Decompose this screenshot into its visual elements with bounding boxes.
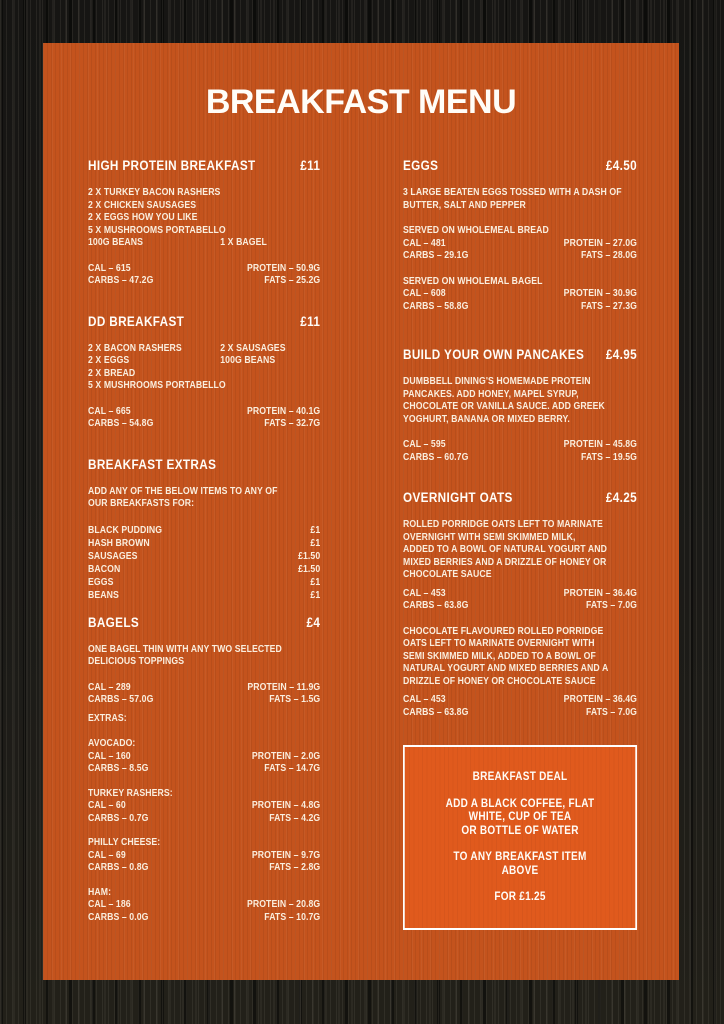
price-list-row [88, 550, 320, 563]
fats-value: FATS – 2.8G [269, 862, 321, 873]
item-text: 1 X BAGEL [220, 237, 267, 248]
menu-item-row [88, 343, 320, 356]
description-line: SEMI SKIMMED MILK, ADDED TO A BOWL OF [403, 650, 596, 662]
fats-value: FATS – 27.3G [581, 300, 638, 312]
breakfast-extras-price-list [88, 524, 320, 602]
breakfast-extras-intro [88, 486, 320, 511]
left-column [88, 158, 320, 936]
nutrition-row [403, 452, 637, 465]
fats-value: FATS – 4.2G [269, 812, 321, 824]
cal-value: CAL – 160 [88, 750, 131, 762]
price-list-row [88, 589, 320, 602]
item-text: 5 X MUSHROOMS PORTABELLO [88, 380, 226, 391]
right-column [403, 158, 637, 930]
intro-line: OUR BREAKFASTS FOR: [88, 498, 195, 509]
description-line: PANCAKES. ADD HONEY, MAPEL SYRUP, [403, 388, 579, 400]
nutrition-row [88, 862, 320, 875]
nutrition-row [403, 250, 637, 263]
nutrition-row [88, 763, 320, 776]
dd-breakfast-items [88, 343, 320, 393]
nutrition-row [88, 682, 320, 695]
protein-value: PROTEIN – 36.4G [563, 587, 638, 599]
nutrition-row [88, 275, 320, 288]
nutrition-row [403, 707, 637, 720]
bagels-extras-label: EXTRAS: [88, 712, 127, 724]
item-text [220, 225, 320, 238]
cal-value: CAL – 60 [88, 800, 126, 811]
carbs-value: CARBS – 0.8G [88, 862, 149, 873]
menu-item-row [88, 200, 320, 213]
carbs-value: CARBS – 29.1G [403, 250, 469, 261]
section-price: £4.95 [605, 347, 638, 362]
section-title: DD BREAKFAST [88, 313, 185, 329]
description-line: ADDED TO A BOWL OF NATURAL YOGURT AND [403, 544, 607, 555]
item-text: 100G BEANS [220, 355, 276, 366]
bagel-extra-avocado [88, 738, 320, 776]
carbs-value: CARBS – 63.8G [403, 600, 469, 611]
extra-name: BACON [88, 563, 121, 575]
protein-value: PROTEIN – 11.9G [247, 681, 321, 693]
nutrition-row [403, 600, 637, 613]
item-text [220, 380, 320, 393]
carbs-value: CARBS – 58.8G [403, 300, 469, 312]
deal-line: TO ANY BREAKFAST ITEM [453, 851, 587, 863]
deal-offer [412, 798, 629, 839]
description-line: ROLLED PORRIDGE OATS LEFT TO MARINATE [403, 519, 603, 530]
item-text: 2 X EGGS [88, 355, 130, 366]
nutrition-row [403, 238, 637, 251]
deal-line: ABOVE [501, 864, 539, 877]
protein-value: PROTEIN – 9.7G [251, 849, 321, 861]
oats-description [403, 519, 637, 582]
oats-nutrition [403, 588, 637, 613]
bagels-nutrition [88, 682, 320, 707]
section-title: OVERNIGHT OATS [403, 490, 513, 505]
protein-value: PROTEIN – 30.9G [563, 288, 638, 299]
extra-name: AVOCADO: [88, 738, 136, 749]
item-text: 100G BEANS [88, 237, 144, 248]
description-line: YOGHURT, BANANA OR MIXED BERRY. [403, 413, 570, 425]
menu-item-row [88, 225, 320, 238]
description-line: CHOCOLATE FLAVOURED ROLLED PORRIDGE [403, 625, 604, 637]
extra-price: £1 [310, 589, 321, 601]
deal-title: BREAKFAST DEAL [472, 771, 568, 783]
carbs-value: CARBS – 57.0G [88, 694, 154, 705]
nutrition-row [403, 588, 637, 601]
section-header-pancakes [403, 347, 637, 363]
description-line: OVERNIGHT WITH SEMI SKIMMED MILK, [403, 531, 576, 543]
menu-item-row [88, 380, 320, 393]
item-text: 2 X EGGS HOW YOU LIKE [88, 212, 198, 223]
cal-value: CAL – 289 [88, 681, 131, 693]
item-text: 2 X CHICKEN SAUSAGES [88, 199, 197, 211]
item-text: 2 X BACON RASHERS [88, 342, 182, 354]
carbs-value: CARBS – 47.2G [88, 275, 154, 286]
high-protein-nutrition [88, 263, 320, 288]
cal-value: CAL – 481 [403, 237, 446, 249]
fats-value: FATS – 19.5G [581, 451, 638, 463]
section-title: BUILD YOUR OWN PANCAKES [403, 347, 585, 362]
high-protein-items [88, 187, 320, 250]
price-list-row [88, 563, 320, 576]
extra-price: £1.50 [298, 550, 321, 562]
item-text: 2 X SAUSAGES [220, 342, 286, 354]
extra-name: BEANS [88, 589, 119, 601]
cal-value: CAL – 608 [403, 288, 446, 299]
nutrition-row [88, 800, 320, 813]
carbs-value: CARBS – 60.7G [403, 451, 469, 463]
carbs-value: CARBS – 0.7G [88, 812, 149, 824]
section-price: £4.50 [605, 158, 638, 173]
menu-item-row [88, 355, 320, 368]
pancakes-description [403, 376, 637, 426]
deal-line: OR BOTTLE OF WATER [461, 824, 579, 837]
fats-value: FATS – 10.7G [264, 911, 321, 923]
extra-name: PHILLY CHEESE: [88, 837, 161, 848]
item-text: 5 X MUSHROOMS PORTABELLO [88, 224, 226, 236]
extra-price: £1 [310, 537, 321, 549]
nutrition-row [88, 813, 320, 826]
extra-name: BLACK PUDDING [88, 524, 163, 536]
nutrition-row [88, 694, 320, 707]
variant-heading: SERVED ON WHOLEMAL BAGEL [403, 275, 543, 287]
description-line: NATURAL YOGURT AND MIXED BERRIES AND A [403, 663, 609, 674]
protein-value: PROTEIN – 36.4G [563, 694, 638, 705]
description-line: BUTTER, SALT AND PEPPER [403, 199, 526, 211]
section-header-eggs [403, 158, 637, 174]
dd-breakfast-nutrition [88, 406, 320, 431]
item-text [220, 212, 320, 225]
section-title: EGGS [403, 158, 439, 173]
protein-value: PROTEIN – 40.1G [246, 405, 321, 417]
fats-value: FATS – 14.7G [264, 763, 321, 774]
oats-chocolate-description [403, 626, 637, 689]
nutrition-row [88, 418, 320, 431]
description-line: 3 LARGE BEATEN EGGS TOSSED WITH A DASH OF [403, 187, 622, 198]
cal-value: CAL – 69 [88, 849, 126, 861]
nutrition-row [88, 912, 320, 925]
fats-value: FATS – 25.2G [264, 275, 321, 286]
section-price: £4.25 [605, 490, 638, 505]
item-text [220, 187, 320, 200]
carbs-value: CARBS – 54.8G [88, 418, 154, 429]
protein-value: PROTEIN – 50.9G [246, 262, 321, 274]
section-header-breakfast-extras [88, 457, 320, 473]
protein-value: PROTEIN – 4.8G [251, 800, 321, 811]
description-line: DRIZZLE OF HONEY OR CHOCOLATE SAUCE [403, 675, 596, 687]
description-line: ONE BAGEL THIN WITH ANY TWO SELECTED [88, 643, 282, 655]
section-header-dd-breakfast [88, 314, 320, 330]
nutrition-row [403, 694, 637, 707]
deal-price: FOR £1.25 [494, 891, 546, 903]
menu-item-row [88, 187, 320, 200]
variant-heading: SERVED ON WHOLEMEAL BREAD [403, 225, 549, 236]
item-text: 2 X BREAD [88, 367, 136, 379]
description-line: DUMBBELL DINING'S HOMEMADE PROTEIN [403, 376, 591, 387]
fats-value: FATS – 1.5G [269, 694, 321, 705]
breakfast-deal-box [403, 745, 637, 930]
eggs-variant-bagel [403, 276, 637, 314]
fats-value: FATS – 7.0G [585, 600, 638, 611]
section-price: £11 [300, 313, 321, 329]
deal-scope [412, 851, 629, 878]
deal-line: ADD A BLACK COFFEE, FLAT [445, 797, 595, 810]
price-list-row [88, 576, 320, 589]
deal-line: WHITE, CUP OF TEA [468, 811, 572, 823]
section-title: BREAKFAST EXTRAS [88, 456, 217, 472]
protein-value: PROTEIN – 45.8G [563, 439, 638, 450]
extra-name: EGGS [88, 576, 114, 588]
nutrition-row [88, 850, 320, 863]
section-header-overnight-oats [403, 490, 637, 506]
extra-price: £1 [310, 524, 321, 536]
fats-value: FATS – 7.0G [585, 706, 638, 718]
fats-value: FATS – 32.7G [264, 418, 321, 429]
menu-panel [43, 43, 679, 980]
bagel-extra-ham [88, 887, 320, 925]
extra-name: TURKEY RASHERS: [88, 787, 173, 799]
price-list-row [88, 524, 320, 537]
carbs-value: CARBS – 63.8G [403, 706, 469, 718]
cal-value: CAL – 665 [88, 405, 131, 417]
bagel-extra-philly-cheese [88, 837, 320, 875]
section-price: £11 [300, 158, 321, 173]
section-title: HIGH PROTEIN BREAKFAST [88, 158, 256, 173]
carbs-value: CARBS – 0.0G [88, 911, 149, 923]
cal-value: CAL – 615 [88, 262, 131, 274]
protein-value: PROTEIN – 2.0G [251, 750, 321, 762]
bagel-extra-turkey-rashers [88, 788, 320, 826]
description-line: CHOCOLATE OR VANILLA SAUCE. ADD GREEK [403, 401, 605, 412]
price-list-row [88, 537, 320, 550]
menu-item-row [88, 368, 320, 381]
intro-line: ADD ANY OF THE BELOW ITEMS TO ANY OF [88, 485, 278, 497]
extra-price: £1 [310, 576, 321, 588]
description-line: MIXED BERRIES AND A DRIZZLE OF HONEY OR [403, 556, 607, 568]
section-price: £4 [306, 614, 321, 630]
page-title: BREAKFAST MENU [205, 83, 517, 121]
extra-name: HASH BROWN [88, 537, 150, 549]
protein-value: PROTEIN – 27.0G [563, 237, 638, 249]
extra-name: HAM: [88, 886, 112, 898]
item-text [220, 200, 320, 213]
carbs-value: CARBS – 8.5G [88, 763, 149, 774]
eggs-description [403, 187, 637, 212]
description-line: CHOCOLATE SAUCE [403, 569, 492, 580]
nutrition-row [403, 439, 637, 452]
bagels-description [88, 644, 320, 669]
description-line: DELICIOUS TOPPINGS [88, 656, 185, 667]
section-header-bagels [88, 615, 320, 631]
item-text: 2 X TURKEY BACON RASHERS [88, 187, 221, 198]
cal-value: CAL – 453 [403, 587, 446, 599]
fats-value: FATS – 28.0G [581, 250, 638, 261]
cal-value: CAL – 186 [88, 899, 131, 910]
description-line: OATS LEFT TO MARINATE OVERNIGHT WITH [403, 638, 595, 649]
protein-value: PROTEIN – 20.8G [246, 899, 321, 910]
cal-value: CAL – 453 [403, 694, 446, 705]
nutrition-row [88, 899, 320, 912]
menu-item-row [88, 212, 320, 225]
oats-chocolate-nutrition [403, 694, 637, 719]
nutrition-row [88, 263, 320, 276]
section-header-high-protein [88, 158, 320, 174]
pancakes-nutrition [403, 439, 637, 464]
nutrition-row [88, 751, 320, 764]
menu-item-row [88, 237, 320, 250]
nutrition-row [403, 288, 637, 301]
extra-price: £1.50 [298, 563, 321, 575]
section-title: BAGELS [88, 614, 140, 630]
extra-name: SAUSAGES [88, 550, 138, 562]
cal-value: CAL – 595 [403, 439, 446, 450]
nutrition-row [403, 301, 637, 314]
eggs-variant-bread [403, 225, 637, 263]
item-text [220, 368, 320, 381]
nutrition-row [88, 406, 320, 419]
